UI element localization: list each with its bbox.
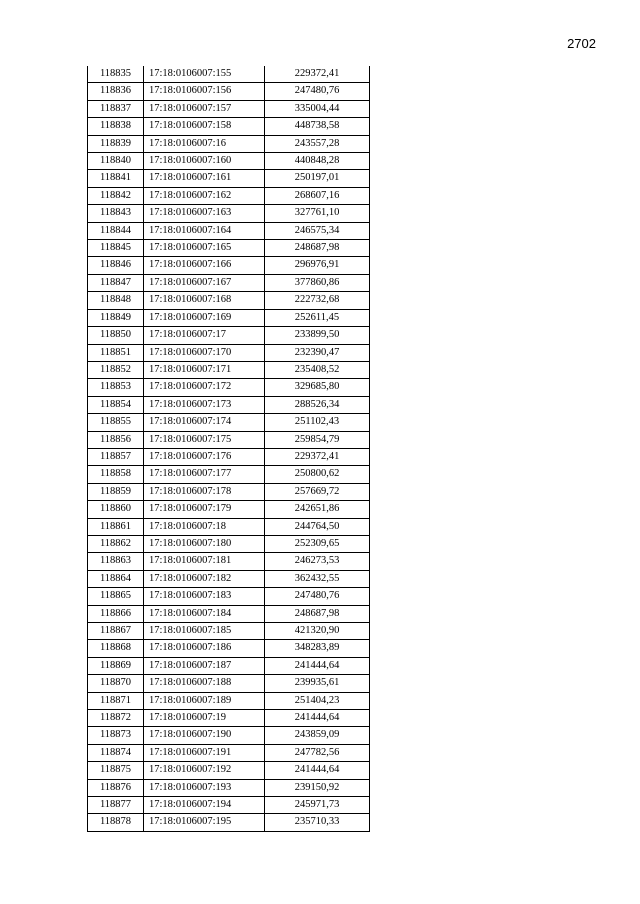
cadastral-value-cell: 246273,53 bbox=[265, 553, 370, 570]
cadastral-value-cell: 327761,10 bbox=[265, 205, 370, 222]
cadastral-number-cell: 17:18:0106007:155 bbox=[144, 66, 265, 83]
cadastral-value-cell: 251404,23 bbox=[265, 692, 370, 709]
row-number-cell: 118836 bbox=[88, 83, 144, 100]
row-number-cell: 118855 bbox=[88, 414, 144, 431]
table-row bbox=[88, 431, 370, 448]
cadastral-number-cell: 17:18:0106007:168 bbox=[144, 292, 265, 309]
cadastral-number-cell: 17:18:0106007:176 bbox=[144, 448, 265, 465]
table-row bbox=[88, 570, 370, 587]
row-number-cell: 118870 bbox=[88, 675, 144, 692]
cadastral-number-cell: 17:18:0106007:18 bbox=[144, 518, 265, 535]
row-number-cell: 118871 bbox=[88, 692, 144, 709]
cadastral-number-cell: 17:18:0106007:184 bbox=[144, 605, 265, 622]
cadastral-number-cell: 17:18:0106007:180 bbox=[144, 535, 265, 552]
table-row bbox=[88, 414, 370, 431]
cadastral-value-cell: 257669,72 bbox=[265, 483, 370, 500]
table-row bbox=[88, 710, 370, 727]
table-row bbox=[88, 222, 370, 239]
table-row bbox=[88, 553, 370, 570]
cadastral-number-cell: 17:18:0106007:166 bbox=[144, 257, 265, 274]
cadastral-number-cell: 17:18:0106007:177 bbox=[144, 466, 265, 483]
table-row bbox=[88, 814, 370, 831]
cadastral-value-cell: 259854,79 bbox=[265, 431, 370, 448]
cadastral-value-cell: 362432,55 bbox=[265, 570, 370, 587]
cadastral-value-cell: 247480,76 bbox=[265, 588, 370, 605]
row-number-cell: 118878 bbox=[88, 814, 144, 831]
table-row bbox=[88, 153, 370, 170]
cadastral-number-cell: 17:18:0106007:173 bbox=[144, 396, 265, 413]
table-row bbox=[88, 657, 370, 674]
cadastral-value-cell: 239150,92 bbox=[265, 779, 370, 796]
cadastral-value-cell: 243859,09 bbox=[265, 727, 370, 744]
cadastral-value-cell: 348283,89 bbox=[265, 640, 370, 657]
row-number-cell: 118868 bbox=[88, 640, 144, 657]
row-number-cell: 118856 bbox=[88, 431, 144, 448]
row-number-cell: 118875 bbox=[88, 762, 144, 779]
cadastral-value-cell: 248687,98 bbox=[265, 240, 370, 257]
row-number-cell: 118853 bbox=[88, 379, 144, 396]
row-number-cell: 118842 bbox=[88, 187, 144, 204]
table-row bbox=[88, 240, 370, 257]
table-row bbox=[88, 205, 370, 222]
table-row bbox=[88, 605, 370, 622]
row-number-cell: 118854 bbox=[88, 396, 144, 413]
cadastral-value-cell: 247782,56 bbox=[265, 744, 370, 761]
row-number-cell: 118873 bbox=[88, 727, 144, 744]
cadastral-value-cell: 252611,45 bbox=[265, 309, 370, 326]
cadastral-number-cell: 17:18:0106007:190 bbox=[144, 727, 265, 744]
row-number-cell: 118839 bbox=[88, 135, 144, 152]
page-number: 2702 bbox=[567, 36, 596, 51]
table-row bbox=[88, 483, 370, 500]
row-number-cell: 118861 bbox=[88, 518, 144, 535]
row-number-cell: 118848 bbox=[88, 292, 144, 309]
row-number-cell: 118872 bbox=[88, 710, 144, 727]
cadastral-value-cell: 248687,98 bbox=[265, 605, 370, 622]
cadastral-number-cell: 17:18:0106007:188 bbox=[144, 675, 265, 692]
table-row bbox=[88, 501, 370, 518]
cadastral-number-cell: 17:18:0106007:189 bbox=[144, 692, 265, 709]
row-number-cell: 118866 bbox=[88, 605, 144, 622]
table-row bbox=[88, 100, 370, 117]
cadastral-value-cell: 222732,68 bbox=[265, 292, 370, 309]
cadastral-value-cell: 448738,58 bbox=[265, 118, 370, 135]
cadastral-number-cell: 17:18:0106007:167 bbox=[144, 274, 265, 291]
table-row bbox=[88, 170, 370, 187]
cadastral-number-cell: 17:18:0106007:179 bbox=[144, 501, 265, 518]
cadastral-value-cell: 242651,86 bbox=[265, 501, 370, 518]
cadastral-number-cell: 17:18:0106007:195 bbox=[144, 814, 265, 831]
cadastral-value-cell: 246575,34 bbox=[265, 222, 370, 239]
row-number-cell: 118857 bbox=[88, 448, 144, 465]
table-row bbox=[88, 448, 370, 465]
table-row bbox=[88, 466, 370, 483]
cadastral-number-cell: 17:18:0106007:182 bbox=[144, 570, 265, 587]
cadastral-number-cell: 17:18:0106007:183 bbox=[144, 588, 265, 605]
row-number-cell: 118859 bbox=[88, 483, 144, 500]
table-row bbox=[88, 379, 370, 396]
cadastral-value-cell: 329685,80 bbox=[265, 379, 370, 396]
row-number-cell: 118877 bbox=[88, 797, 144, 814]
cadastral-number-cell: 17:18:0106007:163 bbox=[144, 205, 265, 222]
cadastral-value-cell: 251102,43 bbox=[265, 414, 370, 431]
cadastral-number-cell: 17:18:0106007:194 bbox=[144, 797, 265, 814]
row-number-cell: 118858 bbox=[88, 466, 144, 483]
table-row bbox=[88, 640, 370, 657]
cadastral-value-cell: 241444,64 bbox=[265, 657, 370, 674]
cadastral-number-cell: 17:18:0106007:17 bbox=[144, 327, 265, 344]
row-number-cell: 118838 bbox=[88, 118, 144, 135]
table-row bbox=[88, 361, 370, 378]
cadastral-number-cell: 17:18:0106007:181 bbox=[144, 553, 265, 570]
table-row bbox=[88, 779, 370, 796]
cadastral-value-cell: 229372,41 bbox=[265, 66, 370, 83]
cadastral-value-cell: 250197,01 bbox=[265, 170, 370, 187]
cadastral-number-cell: 17:18:0106007:162 bbox=[144, 187, 265, 204]
cadastral-value-cell: 247480,76 bbox=[265, 83, 370, 100]
cadastral-number-cell: 17:18:0106007:170 bbox=[144, 344, 265, 361]
cadastral-number-cell: 17:18:0106007:165 bbox=[144, 240, 265, 257]
row-number-cell: 118849 bbox=[88, 309, 144, 326]
row-number-cell: 118860 bbox=[88, 501, 144, 518]
cadastral-number-cell: 17:18:0106007:160 bbox=[144, 153, 265, 170]
cadastral-value-cell: 229372,41 bbox=[265, 448, 370, 465]
cadastral-value-cell: 239935,61 bbox=[265, 675, 370, 692]
cadastral-value-cell: 235710,33 bbox=[265, 814, 370, 831]
cadastral-number-cell: 17:18:0106007:193 bbox=[144, 779, 265, 796]
cadastral-value-cell: 232390,47 bbox=[265, 344, 370, 361]
cadastral-number-cell: 17:18:0106007:185 bbox=[144, 623, 265, 640]
table-row bbox=[88, 692, 370, 709]
row-number-cell: 118843 bbox=[88, 205, 144, 222]
cadastral-number-cell: 17:18:0106007:174 bbox=[144, 414, 265, 431]
cadastral-value-cell: 250800,62 bbox=[265, 466, 370, 483]
cadastral-number-cell: 17:18:0106007:164 bbox=[144, 222, 265, 239]
table-row bbox=[88, 135, 370, 152]
cadastral-number-cell: 17:18:0106007:175 bbox=[144, 431, 265, 448]
cadastral-value-cell: 244764,50 bbox=[265, 518, 370, 535]
row-number-cell: 118847 bbox=[88, 274, 144, 291]
row-number-cell: 118846 bbox=[88, 257, 144, 274]
row-number-cell: 118863 bbox=[88, 553, 144, 570]
cadastral-number-cell: 17:18:0106007:186 bbox=[144, 640, 265, 657]
row-number-cell: 118876 bbox=[88, 779, 144, 796]
row-number-cell: 118862 bbox=[88, 535, 144, 552]
cadastral-number-cell: 17:18:0106007:16 bbox=[144, 135, 265, 152]
cadastral-value-cell: 241444,64 bbox=[265, 710, 370, 727]
cadastral-value-cell: 233899,50 bbox=[265, 327, 370, 344]
row-number-cell: 118874 bbox=[88, 744, 144, 761]
cadastral-value-cell: 288526,34 bbox=[265, 396, 370, 413]
table-row bbox=[88, 727, 370, 744]
cadastral-value-cell: 268607,16 bbox=[265, 187, 370, 204]
table-row bbox=[88, 83, 370, 100]
cadastral-number-cell: 17:18:0106007:156 bbox=[144, 83, 265, 100]
row-number-cell: 118837 bbox=[88, 100, 144, 117]
table-row bbox=[88, 274, 370, 291]
cadastral-number-cell: 17:18:0106007:172 bbox=[144, 379, 265, 396]
cadastral-value-table bbox=[87, 66, 370, 832]
cadastral-value-cell: 421320,90 bbox=[265, 623, 370, 640]
cadastral-number-cell: 17:18:0106007:178 bbox=[144, 483, 265, 500]
row-number-cell: 118865 bbox=[88, 588, 144, 605]
table-row bbox=[88, 518, 370, 535]
cadastral-number-cell: 17:18:0106007:171 bbox=[144, 361, 265, 378]
table-row bbox=[88, 623, 370, 640]
table-body bbox=[88, 66, 370, 831]
cadastral-number-cell: 17:18:0106007:161 bbox=[144, 170, 265, 187]
cadastral-number-cell: 17:18:0106007:169 bbox=[144, 309, 265, 326]
cadastral-value-cell: 241444,64 bbox=[265, 762, 370, 779]
cadastral-number-cell: 17:18:0106007:19 bbox=[144, 710, 265, 727]
cadastral-value-cell: 245971,73 bbox=[265, 797, 370, 814]
row-number-cell: 118840 bbox=[88, 153, 144, 170]
table-row bbox=[88, 118, 370, 135]
row-number-cell: 118835 bbox=[88, 66, 144, 83]
table-row bbox=[88, 292, 370, 309]
row-number-cell: 118852 bbox=[88, 361, 144, 378]
table-row bbox=[88, 327, 370, 344]
row-number-cell: 118844 bbox=[88, 222, 144, 239]
table-row bbox=[88, 744, 370, 761]
table-row bbox=[88, 396, 370, 413]
row-number-cell: 118845 bbox=[88, 240, 144, 257]
table-row bbox=[88, 187, 370, 204]
table-row bbox=[88, 762, 370, 779]
row-number-cell: 118867 bbox=[88, 623, 144, 640]
cadastral-value-cell: 296976,91 bbox=[265, 257, 370, 274]
cadastral-value-cell: 235408,52 bbox=[265, 361, 370, 378]
cadastral-number-cell: 17:18:0106007:192 bbox=[144, 762, 265, 779]
table-row bbox=[88, 588, 370, 605]
table-row bbox=[88, 797, 370, 814]
cadastral-number-cell: 17:18:0106007:191 bbox=[144, 744, 265, 761]
cadastral-value-cell: 440848,28 bbox=[265, 153, 370, 170]
row-number-cell: 118869 bbox=[88, 657, 144, 674]
row-number-cell: 118864 bbox=[88, 570, 144, 587]
row-number-cell: 118841 bbox=[88, 170, 144, 187]
table-row bbox=[88, 535, 370, 552]
table-row bbox=[88, 66, 370, 83]
cadastral-number-cell: 17:18:0106007:158 bbox=[144, 118, 265, 135]
cadastral-value-cell: 252309,65 bbox=[265, 535, 370, 552]
cadastral-value-cell: 377860,86 bbox=[265, 274, 370, 291]
cadastral-number-cell: 17:18:0106007:187 bbox=[144, 657, 265, 674]
table-row bbox=[88, 344, 370, 361]
table-row bbox=[88, 257, 370, 274]
cadastral-value-cell: 243557,28 bbox=[265, 135, 370, 152]
row-number-cell: 118850 bbox=[88, 327, 144, 344]
table-row bbox=[88, 675, 370, 692]
cadastral-value-cell: 335004,44 bbox=[265, 100, 370, 117]
cadastral-number-cell: 17:18:0106007:157 bbox=[144, 100, 265, 117]
table-row bbox=[88, 309, 370, 326]
row-number-cell: 118851 bbox=[88, 344, 144, 361]
